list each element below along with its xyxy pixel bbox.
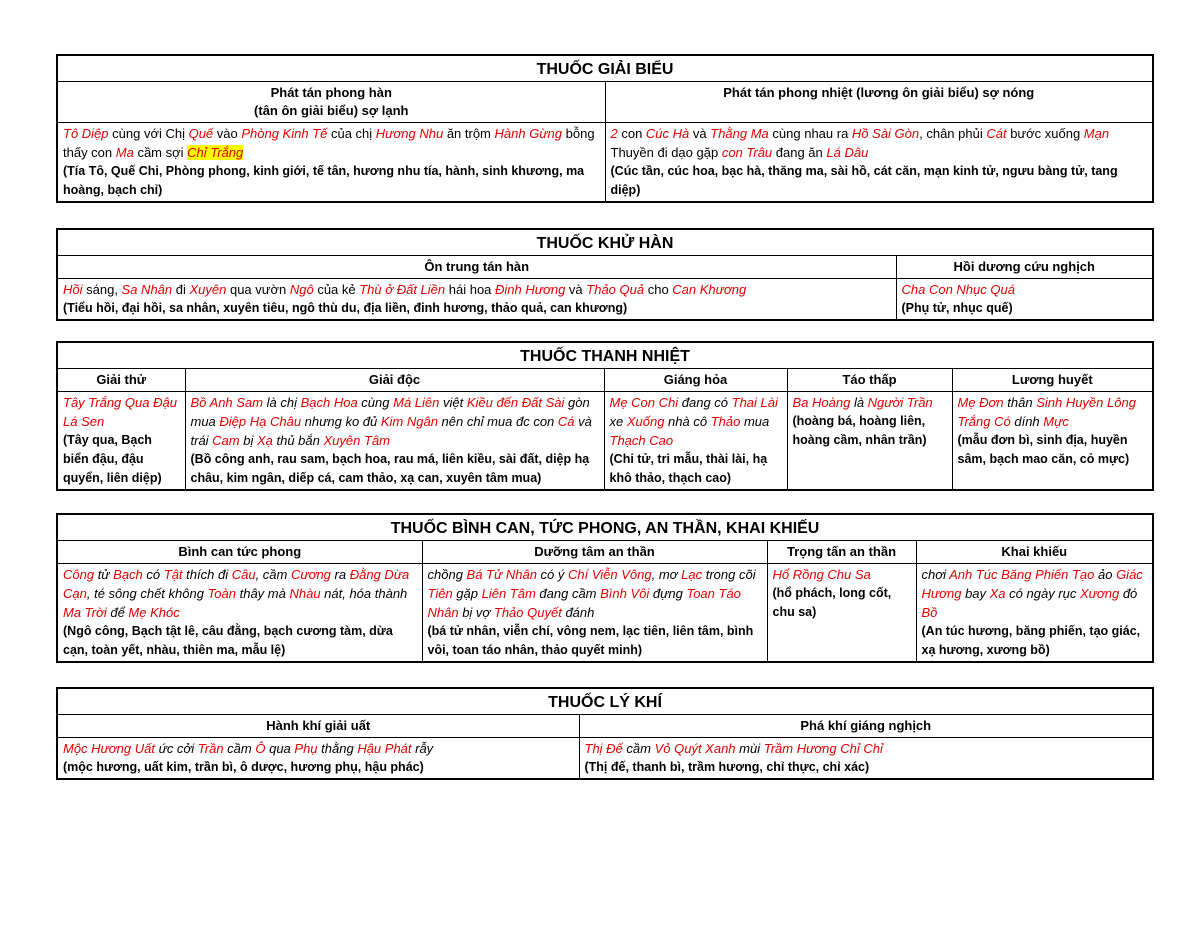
column-header: Hồi dương cứu nghịch [896, 256, 1153, 279]
mnemonic-keyword: Thai Lài [731, 395, 778, 410]
mnemonic-text [610, 393, 782, 450]
mnemonic-fragment: ức cởi [154, 741, 198, 756]
mnemonic-keyword: Thị Đế [584, 741, 623, 756]
mnemonic-fragment: , chân phủi [919, 126, 987, 141]
mnemonic-keyword: Cam [212, 433, 240, 448]
mnemonic-fragment: dính [1010, 414, 1044, 429]
mnemonic-keyword: Xa [989, 586, 1006, 601]
mnemonic-fragment: là chị [263, 395, 301, 410]
mnemonic-fragment: đánh [561, 605, 595, 620]
table-thanh-nhiet [56, 341, 1154, 491]
header-sublabel: (tân ôn giải biểu) sợ lạnh [254, 103, 409, 118]
mnemonic-fragment: và trái [190, 414, 592, 448]
mnemonic-keyword: Trầm Hương Chỉ Chỉ [763, 741, 883, 756]
mnemonic-fragment: đang cầm [535, 586, 601, 601]
column-header: Ôn trung tán hàn [57, 256, 896, 279]
mnemonic-fragment: nhưng ko đủ [301, 414, 381, 429]
mnemonic-text [63, 280, 891, 299]
mnemonic-keyword: Chí Viễn Vông [568, 567, 652, 582]
mnemonic-fragment: thằng [317, 741, 358, 756]
mnemonic-cell [422, 564, 767, 663]
mnemonic-fragment: tử [94, 567, 114, 582]
mnemonic-fragment: cùng nhau ra [768, 126, 852, 141]
mnemonic-fragment: qua vườn [226, 282, 290, 297]
mnemonic-keyword: Cha Con Nhục Quá [901, 282, 1015, 297]
section-title: THUỐC LÝ KHÍ [57, 688, 1153, 715]
mnemonic-keyword: Ma Trời [63, 605, 107, 620]
herb-list: (mộc hương, uất kim, trần bì, ô dược, hương phụ, hậu phác) [63, 760, 424, 774]
section-title: THUỐC KHỬ HÀN [57, 229, 1153, 256]
herb-list: (Ngô công, Bạch tật lê, câu đằng, bạch cương tàm, dừa cạn, toàn yết, nhàu, thiên ma, mẫu lệ) [63, 624, 393, 657]
mnemonic-keyword: Hồ Sài Gòn [851, 126, 920, 141]
table-binh-can [56, 513, 1154, 663]
mnemonic-text [922, 565, 1148, 622]
mnemonic-fragment: , mơ [651, 567, 682, 582]
mnemonic-fragment: là [850, 395, 868, 410]
mnemonic-keyword: Ngô [289, 282, 314, 297]
column-header: Bình can tức phong [57, 541, 422, 564]
mnemonic-fragment: của kẻ [313, 282, 360, 297]
mnemonic-fragment: , cầm [255, 567, 291, 582]
mnemonic-keyword: 2 [610, 126, 618, 141]
mnemonic-fragment: và [565, 282, 587, 297]
mnemonic-keyword: Hương Nhu [375, 126, 444, 141]
herb-list: (hoàng bá, hoàng liên, hoàng cầm, nhân trần) [792, 414, 927, 447]
mnemonic-keyword: Cá [557, 414, 575, 429]
mnemonic-cell [605, 123, 1153, 203]
mnemonic-fragment: cho [644, 282, 673, 297]
mnemonic-keyword: Toan Táo Nhân [427, 586, 741, 620]
mnemonic-cell [767, 564, 916, 663]
mnemonic-cell [57, 392, 185, 491]
mnemonic-fragment: ảo [1094, 567, 1117, 582]
mnemonic-keyword: Mạn [1083, 126, 1110, 141]
mnemonic-fragment: gòn mua [190, 395, 590, 429]
mnemonic-keyword: Điệp Hạ Châu [219, 414, 302, 429]
mnemonic-keyword: Giác Hương [921, 567, 1143, 601]
mnemonic-keyword: Lạc [681, 567, 703, 582]
mnemonic-keyword: Thảo Quyết [493, 605, 562, 620]
mnemonic-fragment: và [689, 126, 711, 141]
mnemonic-fragment: cùng [357, 395, 394, 410]
mnemonic-text [191, 393, 599, 450]
column-header: Giáng hỏa [604, 369, 787, 392]
mnemonic-keyword: Mẹ Đơn [957, 395, 1004, 410]
mnemonic-cell [787, 392, 952, 491]
mnemonic-text [63, 124, 600, 162]
mnemonic-text [63, 393, 180, 431]
mnemonic-keyword: Xuống [626, 414, 665, 429]
mnemonic-fragment: cùng với Chị [108, 126, 189, 141]
mnemonic-text [958, 393, 1148, 431]
table-khu-han [56, 228, 1154, 321]
mnemonic-fragment: cầm sợi [133, 145, 188, 160]
mnemonic-fragment: mua [740, 414, 770, 429]
mnemonic-keyword: Trần [197, 741, 224, 756]
mnemonic-keyword: Thảo Quả [586, 282, 645, 297]
section-title: THUỐC THANH NHIỆT [57, 342, 1153, 369]
mnemonic-keyword: Thạch Cao [609, 433, 674, 448]
mnemonic-text [793, 393, 947, 412]
mnemonic-fragment: xe [609, 414, 627, 429]
mnemonic-fragment: bay [961, 586, 990, 601]
mnemonic-keyword: Cát [986, 126, 1007, 141]
mnemonic-fragment: Thuyền đi dạo gặp [610, 145, 722, 160]
mnemonic-keyword: Bạch Hoa [300, 395, 358, 410]
mnemonic-keyword: Thằng Ma [710, 126, 769, 141]
mnemonic-fragment: con [617, 126, 646, 141]
mnemonic-fragment: bước xuống [1006, 126, 1084, 141]
mnemonic-text [428, 565, 762, 622]
mnemonic-keyword: Câu [231, 567, 256, 582]
mnemonic-keyword: Xuyên [189, 282, 227, 297]
mnemonic-keyword: Quế [188, 126, 214, 141]
mnemonic-fragment: chồng [427, 567, 467, 582]
column-header: Phá khí giáng nghịch [579, 715, 1153, 738]
herb-list: (Chi tử, tri mẫu, thài lài, hạ khô thảo, thạch cao) [609, 452, 768, 485]
mnemonic-keyword: con Trâu [721, 145, 773, 160]
herb-list: (Tiểu hồi, đại hồi, sa nhân, xuyên tiêu, ngô thù du, địa liền, đinh hương, thảo quả, can khương) [63, 301, 628, 315]
mnemonic-fragment: nhà cô [664, 414, 711, 429]
mnemonic-fragment: nên chỉ mua đc con [437, 414, 558, 429]
mnemonic-fragment: chơi [921, 567, 950, 582]
mnemonic-keyword: Hồi [63, 282, 83, 297]
mnemonic-keyword: Kim Ngân [380, 414, 438, 429]
mnemonic-fragment: thân [1003, 395, 1037, 410]
mnemonic-keyword: Sa Nhân [121, 282, 173, 297]
mnemonic-text [63, 565, 417, 622]
mnemonic-keyword: Tiên [427, 586, 453, 601]
header-label: Phát tán phong hàn [270, 85, 392, 100]
column-header [57, 82, 605, 123]
mnemonic-text [585, 739, 1148, 758]
mnemonic-keyword: Bá Tử Nhân [466, 567, 537, 582]
mnemonic-keyword: Tây Trắng Qua Đậu Lá Sen [63, 395, 177, 429]
mnemonic-keyword: Hậu Phát [357, 741, 412, 756]
mnemonic-fragment: có [142, 567, 164, 582]
column-header: Táo thấp [787, 369, 952, 392]
mnemonic-fragment: rẫy [411, 741, 434, 756]
mnemonic-keyword: Ô [255, 741, 266, 756]
herb-list: (Phụ tử, nhục quế) [901, 301, 1013, 315]
mnemonic-text [611, 124, 1148, 162]
mnemonic-cell [952, 392, 1153, 491]
column-header: Dưỡng tâm an thần [422, 541, 767, 564]
mnemonic-fragment: có ngày rục [1005, 586, 1080, 601]
mnemonic-keyword: Phụ [294, 741, 318, 756]
mnemonic-keyword: Tật [163, 567, 183, 582]
mnemonic-fragment: bỗng thấy con [63, 126, 595, 160]
mnemonic-fragment: bị vợ [458, 605, 494, 620]
mnemonic-fragment: sáng, [82, 282, 122, 297]
mnemonic-keyword: Xạ [256, 433, 273, 448]
mnemonic-keyword: Anh Túc Băng Phiến Tạo [949, 567, 1095, 582]
table-ly-khi [56, 687, 1154, 780]
mnemonic-keyword: Hổ Rồng Chu Sa [772, 567, 871, 582]
mnemonic-keyword: Lá Dâu [826, 145, 869, 160]
herb-list: (bá tử nhân, viễn chí, vông nem, lạc tiên, liên tâm, bình vôi, toan táo nhân, thảo quyết minh) [427, 624, 754, 657]
mnemonic-keyword: Can Khương [672, 282, 747, 297]
mnemonic-keyword: Bồ [921, 605, 938, 620]
mnemonic-text [902, 280, 1148, 299]
mnemonic-fragment: đựng [649, 586, 687, 601]
mnemonic-keyword: Kiều đến Đất Sài [466, 395, 565, 410]
mnemonic-keyword: Đằng Dừa Cạn [63, 567, 410, 601]
mnemonic-keyword: Liên Tâm [481, 586, 536, 601]
mnemonic-keyword: Thù ở Đất Liền [359, 282, 446, 297]
mnemonic-keyword: Xương [1079, 586, 1120, 601]
mnemonic-keyword: Cúc Hà [645, 126, 690, 141]
column-header: Hành khí giải uất [57, 715, 579, 738]
mnemonic-fragment: để [106, 605, 129, 620]
mnemonic-keyword: Mẹ Con Chi [609, 395, 679, 410]
section-title: THUỐC BÌNH CAN, TỨC PHONG, AN THẦN, KHAI KHIẾU [57, 514, 1153, 541]
mnemonic-cell [579, 738, 1153, 780]
herb-list: (hổ phách, long cốt, chu sa) [772, 586, 892, 619]
herb-list: (Thị đế, thanh bì, trầm hương, chỉ thực, chỉ xác) [584, 760, 870, 774]
mnemonic-keyword: Công [63, 567, 95, 582]
mnemonic-fragment: nát, hóa thành [320, 586, 408, 601]
column-header: Trọng tấn an thần [767, 541, 916, 564]
mnemonic-text [63, 739, 574, 758]
mnemonic-keyword: Đinh Hương [495, 282, 566, 297]
mnemonic-cell [57, 564, 422, 663]
mnemonic-fragment: mùi [735, 741, 764, 756]
section-title: THUỐC GIẢI BIỂU [57, 55, 1153, 82]
mnemonic-fragment: thích đi [182, 567, 232, 582]
mnemonic-keyword: Thảo [710, 414, 741, 429]
mnemonic-fragment: gặp [452, 586, 482, 601]
herb-list: (Tây qua, Bạch biển đậu, đậu quyển, liên diệp) [63, 433, 162, 485]
mnemonic-fragment: , té sông chết không [86, 586, 208, 601]
mnemonic-fragment: bị [239, 433, 257, 448]
mnemonic-keyword: Tô Diệp [63, 126, 109, 141]
mnemonic-keyword: Nhàu [289, 586, 321, 601]
column-header: Giải thử [57, 369, 185, 392]
mnemonic-fragment: có ý [536, 567, 569, 582]
column-header: Khai khiếu [916, 541, 1153, 564]
mnemonic-keyword: Mực [1043, 414, 1069, 429]
mnemonic-keyword: Vỏ Quýt Xanh [654, 741, 736, 756]
mnemonic-keyword: Sinh Huyền Lông Trắng Có [957, 395, 1136, 429]
mnemonic-keyword: Mẹ Khóc [128, 605, 180, 620]
herb-list: (An túc hương, băng phiến, tạo giác, xạ hương, xương bồ) [921, 624, 1141, 657]
mnemonic-cell [185, 392, 604, 491]
mnemonic-cell [604, 392, 787, 491]
mnemonic-fragment: trong cõi [702, 567, 756, 582]
mnemonic-fragment: thây mà [236, 586, 290, 601]
table-giai-bieu [56, 54, 1154, 203]
mnemonic-fragment: cầm [223, 741, 256, 756]
mnemonic-fragment: đang ăn [772, 145, 827, 160]
mnemonic-text [773, 565, 911, 584]
mnemonic-cell [57, 279, 896, 321]
mnemonic-fragment: cầm [622, 741, 655, 756]
mnemonic-keyword: Xuyên Tâm [323, 433, 390, 448]
mnemonic-fragment: đang có [678, 395, 732, 410]
mnemonic-cell [57, 123, 605, 203]
column-header: Phát tán phong nhiệt (lương ôn giải biểu) sợ nóng [605, 82, 1153, 123]
mnemonic-keyword: Người Trần [867, 395, 933, 410]
mnemonic-fragment: vào [213, 126, 242, 141]
mnemonic-keyword: Hành Gừng [494, 126, 563, 141]
herb-list: (Tía Tô, Quế Chi, Phòng phong, kinh giới, tế tân, hương nhu tía, hành, sinh khương, ma hoàng, bạch chỉ) [63, 164, 585, 197]
mnemonic-cell [57, 738, 579, 780]
herb-list: (Cúc tần, cúc hoa, bạc hà, thăng ma, sài hồ, cát căn, mạn kinh tử, ngưu bàng tử, tang diệp) [610, 164, 1118, 197]
mnemonic-fragment: qua [265, 741, 295, 756]
mnemonic-fragment: thủ bắn [272, 433, 324, 448]
mnemonic-cell [916, 564, 1153, 663]
mnemonic-cell [896, 279, 1153, 321]
mnemonic-fragment: của chị [327, 126, 376, 141]
herb-list: (mẫu đơn bì, sinh địa, huyền sâm, bạch mao căn, cỏ mực) [957, 433, 1130, 466]
column-header: Giải độc [185, 369, 604, 392]
column-header: Lương huyết [952, 369, 1153, 392]
herb-list: (Bồ công anh, rau sam, bạch hoa, rau má, liên kiều, sài đất, diệp hạ châu, kim ngân, diếp cá, cam thảo, xạ can, xuyên tâm mua) [190, 452, 590, 485]
mnemonic-keyword: Bình Vôi [600, 586, 650, 601]
mnemonic-keyword: Bồ Anh Sam [190, 395, 264, 410]
mnemonic-fragment: đi [172, 282, 190, 297]
mnemonic-keyword: Cương [290, 567, 331, 582]
mnemonic-fragment: đó [1119, 586, 1138, 601]
mnemonic-fragment: ăn trộm [443, 126, 495, 141]
mnemonic-keyword: Mộc Hương Uất [63, 741, 155, 756]
mnemonic-fragment: ra [330, 567, 350, 582]
mnemonic-keyword: Toàn [207, 586, 236, 601]
mnemonic-fragment: hái hoa [445, 282, 496, 297]
mnemonic-keyword: Chỉ Trắng [187, 145, 244, 160]
mnemonic-keyword: Bạch [113, 567, 143, 582]
mnemonic-keyword: Ma [115, 145, 134, 160]
mnemonic-keyword: Ba Hoàng [792, 395, 851, 410]
mnemonic-keyword: Phòng Kinh Tế [241, 126, 328, 141]
mnemonic-keyword: Má Liên [393, 395, 440, 410]
mnemonic-fragment: việt [439, 395, 467, 410]
